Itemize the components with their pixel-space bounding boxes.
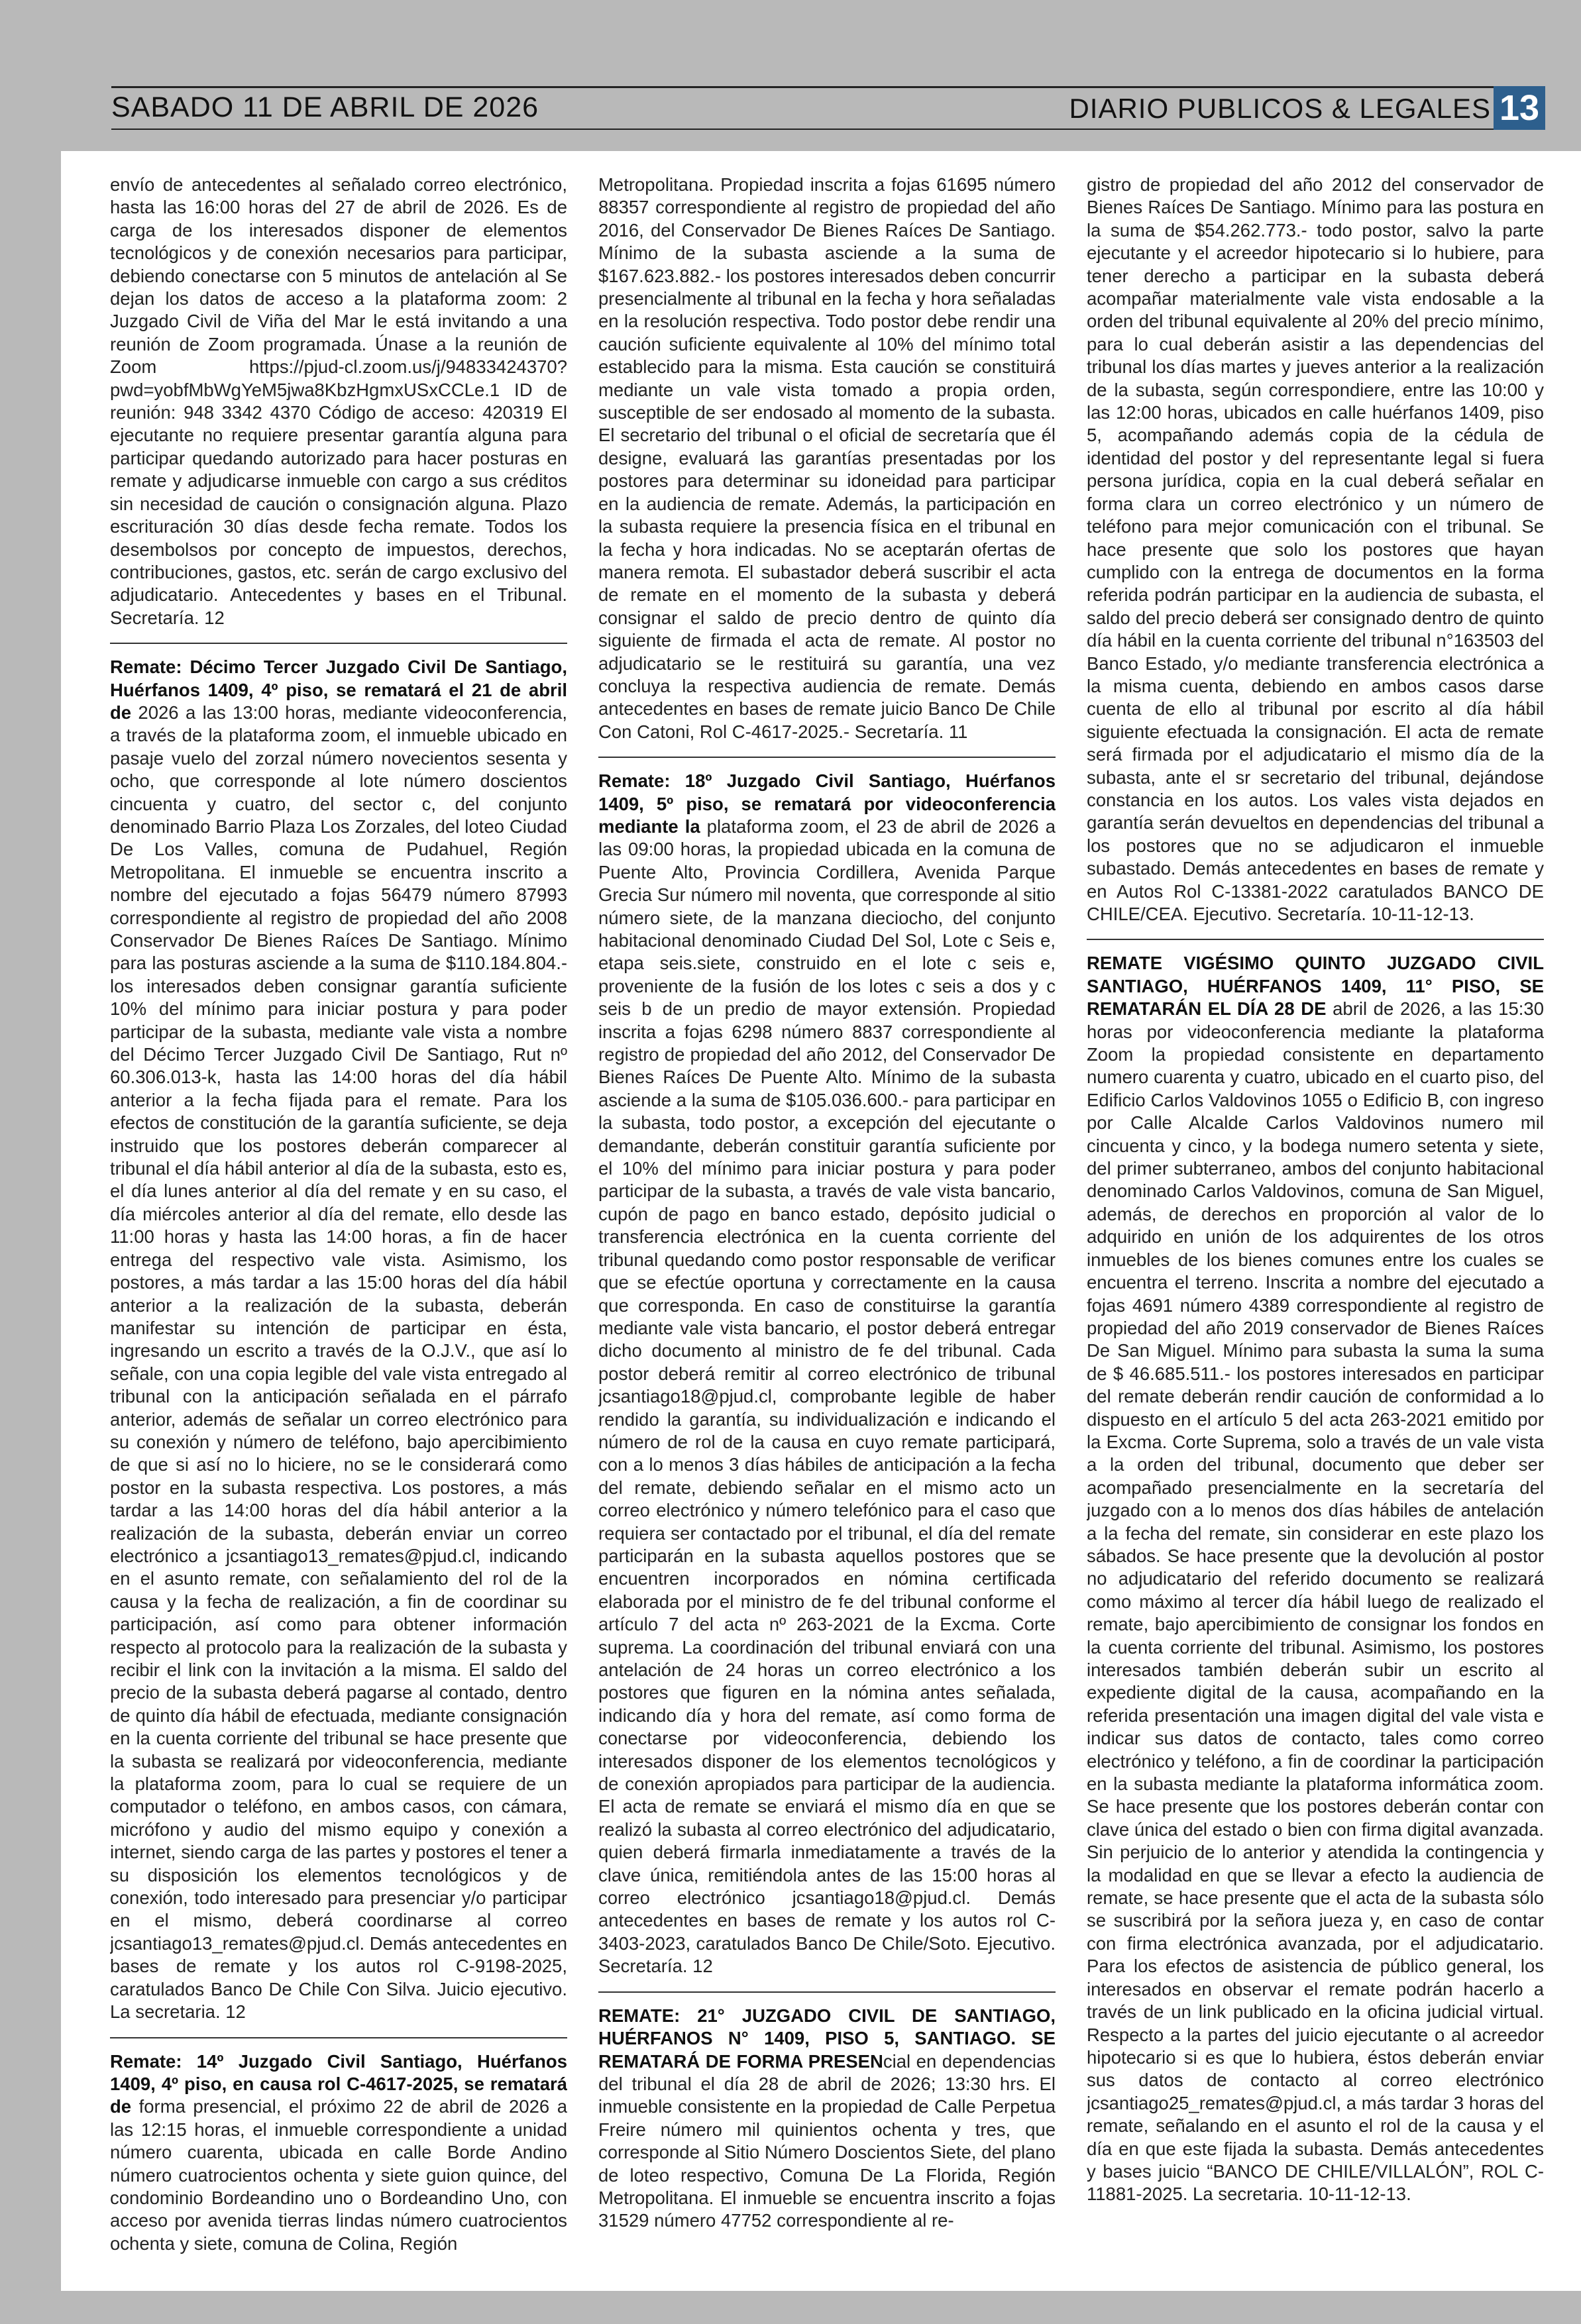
column-1 [110,174,567,2260]
notice-heading: Remate: 14º Juzgado Civil Santiago, Huérfanos 1409, 4º piso, en causa rol C-4617-2025, se rematará de [110,2050,567,2117]
notice-text [598,174,1056,743]
page-frame-bottom [0,2291,1581,2324]
notice-divider [598,757,1056,758]
column-2 [598,174,1056,2260]
header-rule-bottom [111,129,1536,130]
legal-notice [598,770,1056,1978]
column-3 [1087,174,1544,2260]
section-title: DIARIO PUBLICOS & LEGALES [1069,93,1491,124]
legal-notice [1087,174,1544,925]
legal-notice [110,2050,567,2256]
notice-body: gistro de propiedad del año 2012 del conservador de Bienes Raíces De Santiago. Mínimo para las postura en la suma de $54.262.773.- todo postor, salvo la parte ejecutante y el acreedor hipotecario si lo hubiere, para tener derecho a participar en la subasta deberá acompañar materialmente vale vista endosable a la orden del tribunal equivalente al 20% del precio mínimo, para lo cual deberán asistir a las dependencias del tribunal los días martes y jueves anterior a la realización de la subasta, según correspondiere, entre las 10:00 y las 12:00 horas, ubicados en calle huérfanos 1409, piso 5, acompañando además copia de la cédula de identidad del postor y del representante legal si fuera persona jurídica, copia en la cual deberá señalar en forma clara un correo electrónico y un número de teléfono para mejor comunicación con el tribunal. Se hace presente que solo los postores que hayan cumplido con la entrega de documentos en la forma referida podrán participar en la audiencia de subasta, el saldo del precio deberá ser consignado dentro de quinto día hábil en la cuenta corriente del tribunal n°163503 del Banco Estado, y/o mediante transferencia electrónica a la misma cuenta, debiendo en ambos casos darse cuenta de ello al tribunal por escrito al día hábil siguiente efectuada la consignación. El acta de remate será firmada por el adjudicatario el mismo día de la subasta, ante el sr secretario del tribunal, dejándose constancia en los autos. Los vales vista dejados en garantía serán devueltos en dependencias del tribunal a los postores que no se adjudicaron el inmueble subastado. Demás antecedentes en bases de remate y en Autos Rol C-13381-2022 caratulados BANCO DE CHILE/CEA. Ejecutivo. Secretaría. 10-11-12-13. [1087,174,1544,924]
notice-text [598,770,1056,1978]
article-columns [110,174,1544,2260]
notice-heading: REMATE VIGÉSIMO QUINTO JUZGADO CIVIL SANTIAGO, HUÉRFANOS 1409, 11° PISO, SE REMATARÁN EL DÍA 28 DE [1087,953,1544,1020]
notice-text [110,174,567,629]
notice-text [110,2050,567,2256]
notice-body: plataforma zoom, el 23 de abril de 2026 a las 09:00 horas, la propiedad ubicada en la comuna de Puente Alto, Provincia Cordillera, Avenida Parque Grecia Sur número mil noventa, que corresponde al sitio número siete, de la manzana dieciocho, del conjunto habitacional denominado Ciudad Del Sol, Lote c Seis e, etapa seis.siete, construido en el lote c seis e, proveniente de la fusión de los lotes c seis a dos y c seis b de un predio de mayor extensión. Propiedad inscrita a fojas 6298 número 8837 correspondiente al registro de propiedad del año 2012, del Conservador De Bienes Raíces De Puente Alto. Mínimo de la subasta asciende a la suma de $105.036.600.- para participar en la subasta, todo postor, a excepción del ejecutante o demandante, deberán constituir garantía suficiente por el 10% del mínimo para iniciar postura y para poder participar de la subasta, a través de vale vista bancario, cupón de pago en banco estado, depósito judicial o transferencia electrónica en la cuenta corriente del tribunal quedando como postor responsable de verificar que se efectúe oportuna y correctamente en la causa que corresponda. En caso de constituirse la garantía mediante vale vista bancario, el postor deberá entregar dicho documento al ministro de fe del tribunal. Cada postor deberá remitir al correo electrónico de tribunal jcsantiago18@pjud.cl, comprobante legible de haber rendido la garantía, su individualización e indicando el número de rol de la causa en cuyo remate participará, con a lo menos 3 días hábiles de anticipación a la fecha del remate, debiendo señalar en el mismo acto un correo electrónico y número telefónico para el caso que requiera ser contactado por el tribunal, el día del remate participarán en la subasta aquellos postores que se encuentren incorporados en nómina certificada elaborada por el ministro de fe del tribunal conforme el artículo 7 del acta nº 263-2021 de la Excma. Corte suprema. La coordinación del tribunal enviará con una antelación de 24 horas un correo electrónico a los postores que figuren en la nómina antes señalada, indicando día y hora del remate, así como forma de conectarse por videoconferencia, debiendo los interesados disponer de los elementos tecnológicos y de conexión apropiados para participar de la audiencia. El acta de remate se enviará el mismo día en que se realizó la subasta al correo electrónico del adjudicatario, quien deberá firmarla inmediatamente a través de la clave única, remitiéndola antes de las 15:00 horas al correo electrónico jcsantiago18@pjud.cl. Demás antecedentes en bases de remate y los autos rol C-3403-2023, caratulados Banco De Chile/Soto. Ejecutivo. Secretaría. 12 [598,816,1056,1977]
notice-body: 2026 a las 13:00 horas, mediante videoconferencia, a través de la plataforma zoom, el inmueble ubicado en pasaje vuelo del zorzal número novecientos sesenta y ocho, que corresponde al lote número doscientos cincuenta y cuatro, del sector c, del conjunto denominado Barrio Plaza Los Zorzales, del loteo Ciudad De Los Valles, comuna de Pudahuel, Región Metropolitana. El inmueble se encuentra inscrito a nombre del ejecutado a fojas 56479 número 87993 correspondiente al registro de propiedad del año 2008 Conservador De Bienes Raíces De Santiago. Mínimo para las posturas asciende a la suma de $110.184.804.- los interesados deben consignar garantía suficiente 10% del mínimo para iniciar postura y para poder participar de la subasta, mediante vale vista a nombre del Décimo Tercer Juzgado Civil De Santiago, Rut nº 60.306.013-k, hasta las 14:00 horas del día hábil anterior a la fecha fijada para el remate. Para los efectos de constitución de la garantía suficiente, se deja instruido que los postores deberán comparecer al tribunal el día hábil anterior al día de la subasta, esto es, el día lunes anterior al día del remate y en su caso, el día miércoles anterior al día del remate, ello desde las 11:00 horas y hasta las 14:00 horas, a fin de hacer entrega del respectivo vale vista. Asimismo, los postores, a más tardar a las 15:00 horas del día hábil anterior a la realización de la subasta, deberán manifestar su intención de participar en ésta, ingresando un escrito a través de la O.J.V., que así lo señale, con una copia legible del vale vista entregado al tribunal con la anticipación señalada en el párrafo anterior, además de señalar un correo electrónico para su conexión y número de teléfono, bajo apercibimiento de que si así no lo hiciere, no se le considerará como postor en la subasta respectiva. Los postores, a más tardar a las 14:00 horas del día hábil anterior a la realización de la subasta, deberán enviar un correo electrónico a jcsantiago13_remates@pjud.cl, indicando en el asunto remate, con señalamiento del rol de la causa y la fecha de realización, a fin de coordinar su participación, así como para obtener información respecto al protocolo para la realización de la subasta y recibir el link con la invitación a la misma. El saldo del precio de la subasta deberá pagarse al contado, dentro de quinto día hábil de efectuada, mediante consignación en la cuenta corriente del tribunal se hace presente que la subasta se realizará por videoconferencia, mediante la plataforma zoom, para lo cual se requiere de un computador o teléfono, en ambos casos, con cámara, micrófono y audio del mismo equipo y conexión a internet, siendo carga de las partes y postores el tener a su disposición los elementos tecnológicos y de conexión, todo interesado para presenciar y/o participar en el mismo, deberá coordinarse al correo jcsantiago13_remates@pjud.cl. Demás antecedentes en bases de remate y los autos rol C-9198-2025, caratulados Banco De Chile Con Silva. Juicio ejecutivo. La secretaria. 12 [110,702,567,2023]
notice-text [1087,952,1544,2205]
notice-body: Metropolitana. Propiedad inscrita a fojas 61695 número 88357 correspondiente al registro de propiedad del año 2016, del Conservador De Bienes Raíces De Santiago. Mínimo de la subasta asciende a la suma de $167.623.882.- los postores interesados deben concurrir presencialmente al tribunal en la fecha y hora señaladas en la resolución respectiva. Todo postor debe rendir una caución suficiente equivalente al 10% del mínimo total establecido para la misma. Esta caución se constituirá mediante un vale vista tomado a propia orden, susceptible de ser endosado al momento de la subasta. El secretario del tribunal o el oficial de secretaría que él designe, evaluará las garantías presentadas por los postores para determinar su idoneidad para participar en la audiencia de remate. Además, la participación en la subasta requiere la presencia física en el tribunal en la fecha y hora indicadas. No se aceptarán ofertas de manera remota. El subastador deberá suscribir el acta de remate en el momento de la subasta y deberá consignar el saldo de precio dentro de quinto día siguiente de firmada el acta de remate. Al postor no adjudicatario se le restituirá su garantía, una vez concluya la respectiva audiencia de remate. Demás antecedentes en bases de remate juicio Banco De Chile Con Catoni, Rol C-4617-2025.- Secretaría. 11 [598,174,1056,742]
notice-divider [110,2037,567,2038]
notice-text [110,656,567,2023]
legal-notice [110,174,567,629]
legal-notice [1087,952,1544,2205]
notice-divider [1087,939,1544,940]
header-rule-top [111,86,1536,88]
legal-notice [598,174,1056,743]
notice-heading: REMATE: 21° JUZGADO CIVIL DE SANTIAGO, HUÉRFANOS N° 1409, PISO 5, SANTIAGO. SE REMATARÁ DE FORMA PRESEN [598,2005,1056,2072]
legal-notice [598,2005,1056,2233]
notice-text [598,2005,1056,2233]
notice-divider [598,1991,1056,1993]
notice-divider [110,643,567,644]
notice-body: forma presencial, el próximo 22 de abril de 2026 a las 12:15 horas, el inmueble correspondiente a unidad número cuarenta, ubicada en calle Borde Andino número cuatrocientos ochenta y siete guion quince, del condominio Bordeandino uno o Bordeandino Uno, con acceso por avenida tierras lindas número cuatrocientos ochenta y siete, comuna de Colina, Región [110,2096,567,2254]
notice-heading: Remate: 18º Juzgado Civil Santiago, Huérfanos 1409, 5º piso, se rematará por videoconferencia mediante la [598,770,1056,837]
notice-heading: Remate: Décimo Tercer Juzgado Civil De Santiago, Huérfanos 1409, 4º piso, se rematará el 21 de abril de [110,657,567,723]
notice-body: abril de 2026, a las 15:30 horas por videoconferencia mediante la plataforma Zoom la propiedad consistente en departamento numero cuarenta y cuatro, ubicado en el cuarto piso, del Edificio Carlos Valdovinos 1055 o Edificio B, con ingreso por Calle Alcalde Carlos Valdovinos numero mil cincuenta y cinco, y la bodega numero setenta y siete, del primer subterraneo, ambos del conjunto habitacional denominado Carlos Valdovinos, comuna de San Miguel, además, de derechos en proporción al valor de lo adquirido en unión de los adquirentes de los otros inmuebles de los bienes comunes entre los cuales se encuentra el terreno. Inscrita a nombre del ejecutado a fojas 4691 número 4389 correspondiente al registro de propiedad del año 2019 conservador de Bienes Raíces De San Miguel. Mínimo para subasta la suma la suma de $ 46.685.511.- los postores interesados en participar del remate deberán rendir caución de conformidad a lo dispuesto en el artículo 5 del acta 263-2021 emitido por la Excma. Corte Suprema, solo a través de un vale vista a la orden del tribunal, documento que deber ser acompañado presencialmente en la secretaría del juzgado con a lo menos dos días hábiles de antelación a la fecha del remate, sin considerar en este plazo los sábados. Se hace presente que la devolución al postor no adjudicatario del referido documento se realizará como máximo al tercer día hábil luego de realizado el remate, bajo apercibimiento de consignar los fondos en la cuenta corriente del tribunal. Asimismo, los postores interesados también deberán subir un escrito al expediente digital de la causa, acompañando en la referida presentación una imagen digital del vale vista e indicar sus datos de contacto, tales como correo electrónico y teléfono, a fin de coordinar la participación en la subasta mediante la plataforma informática zoom. Se hace presente que los postores deberán contar con clave única del estado o bien con firma digital avanzada. Sin perjuicio de lo anterior y atendida la contingencia y la modalidad en que se llevar a efecto la audiencia de remate, se hace presente que el acta de la subasta sólo se suscribirá por la señora jueza y, en caso de contar con firma electrónica avanzada, por el adjudicatario. Para los efectos de asistencia de público general, los interesados en observar el remate podrán hacerlo a través de un link publicado en la oficina judicial virtual. Respecto a la partes del juicio ejecutante o al acreedor hipotecario si es que lo hubiera, éstos deberán enviar sus datos de contacto al correo electrónico jcsantiago25_remates@pjud.cl, a más tardar 3 horas del remate, señalando en el asunto el rol de la causa y el día en que este fijada la subasta. Demás antecedentes y bases juicio “BANCO DE CHILE/VILLALÓN”, ROL C-11881-2025. La secretaria. 10-11-12-13. [1087,998,1544,2205]
page-frame-left [0,0,61,2324]
notice-body: cial en dependencias del tribunal el día 28 de abril de 2026; 13:30 hrs. El inmueble consistente en la propiedad de Calle Perpetua Freire número mil quinientos ochenta y tres, que corresponde al Sitio Número Doscientos Siete, del plano de loteo respectivo, Comuna De La Florida, Región Metropolitana. El inmueble se encuentra inscrito a fojas 31529 número 47752 correspondiente al re- [598,2050,1056,2231]
legal-notice [110,656,567,2023]
issue-date: SABADO 11 DE ABRIL DE 2026 [111,91,539,123]
page-number-badge: 13 [1494,86,1545,130]
notice-text [1087,174,1544,925]
notice-body: envío de antecedentes al señalado correo electrónico, hasta las 16:00 horas del 27 de abril de 2026. Es de carga de los interesados disponer de elementos tecnológicos y de conexión necesarios para participar, debiendo conectarse con 5 minutos de antelación al Se dejan los datos de acceso a la plataforma zoom: 2 Juzgado Civil de Viña del Mar le está invitando a una reunión de Zoom programada. Únase a la reunión de Zoom https://pjud-cl.zoom.us/j/94833424370?pwd=yobfMbWgYeM5jwa8KbzHgmxUSxCCLe.1 ID de reunión: 948 3342 4370 Código de acceso: 420319 El ejecutante no requiere presentar garantía alguna para participar quedando autorizado para hacer posturas en remate y adjudicarse inmueble con cargo a sus créditos sin necesidad de caución o consignación alguna. Plazo escrituración 30 días desde fecha remate. Todos los desembolsos por concepto de impuestos, derechos, contribuciones, gastos, etc. serán de cargo exclusivo del adjudicatario. Antecedentes y bases en el Tribunal. Secretaría. 12 [110,174,567,628]
